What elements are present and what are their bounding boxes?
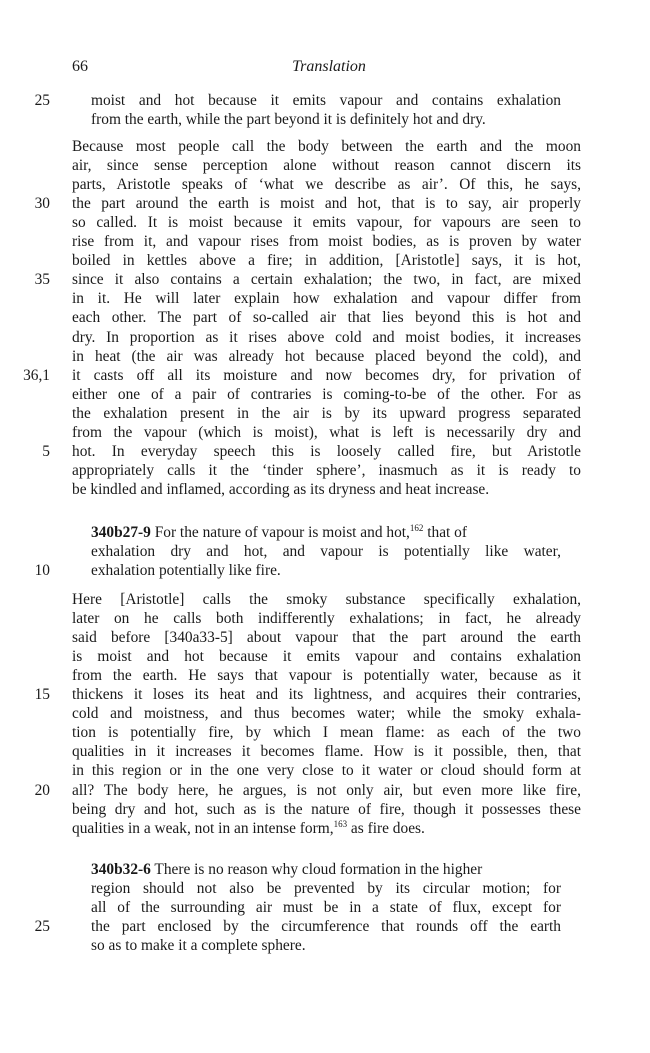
line-body: region should not also be prevented by its circular motion; for bbox=[91, 880, 561, 898]
text-line bbox=[0, 898, 650, 917]
line-body: air, since sense perception alone without reason cannot discern its bbox=[72, 157, 581, 175]
text-line bbox=[0, 936, 650, 955]
text-line bbox=[0, 542, 650, 561]
running-header bbox=[0, 58, 650, 80]
line-body: dry. In proportion as it rises above cold and moist bodies, it increases bbox=[72, 328, 581, 346]
text-line bbox=[0, 156, 650, 175]
line-number: 35 bbox=[34, 271, 50, 289]
line-body-continued: that of bbox=[423, 524, 468, 541]
line-body: since it also contains a certain exhalation; the two, in fact, are mixed bbox=[72, 271, 581, 289]
line-number: 30 bbox=[34, 195, 50, 213]
text-line bbox=[0, 213, 650, 232]
line-text bbox=[72, 156, 581, 175]
text-line bbox=[0, 742, 650, 761]
line-body: in heat (the air was already hot because placed beyond the cold), and bbox=[72, 347, 581, 365]
text-line bbox=[0, 523, 650, 542]
text-line bbox=[0, 308, 650, 327]
line-body: parts, Aristotle speaks of ‘what we describe as air’. Of this, he says, bbox=[72, 176, 581, 194]
page-number: 66 bbox=[72, 58, 88, 75]
line-text bbox=[72, 781, 581, 800]
line-body: being dry and hot, such as is the nature of fire, though it possesses these bbox=[72, 800, 581, 818]
line-text bbox=[72, 423, 581, 442]
line-text bbox=[72, 590, 581, 609]
line-text bbox=[72, 194, 581, 213]
text-line bbox=[0, 232, 650, 251]
text-line bbox=[0, 685, 650, 704]
text-line bbox=[0, 860, 650, 879]
line-text bbox=[72, 704, 581, 723]
line-text bbox=[72, 480, 489, 499]
line-body: rise from it, and vapour rises from moist bodies, as is proven by water bbox=[72, 233, 581, 251]
line-body: boiled in kettles above a fire; in addition, [Aristotle] says, it is hot, bbox=[72, 252, 581, 270]
text-line bbox=[0, 628, 650, 647]
line-text bbox=[72, 723, 581, 742]
line-body: appropriately calls it the ‘tinder sphere’, inasmuch as it is ready to bbox=[72, 461, 581, 479]
text-line bbox=[0, 819, 650, 838]
line-body: each other. The part of so-called air that lies beyond this is hot and bbox=[72, 309, 581, 327]
line-text bbox=[72, 761, 581, 780]
line-number: 15 bbox=[34, 686, 50, 704]
text-line bbox=[0, 366, 650, 385]
line-text bbox=[72, 366, 581, 385]
text-line bbox=[0, 704, 650, 723]
line-text bbox=[72, 232, 581, 251]
line-text bbox=[91, 860, 482, 879]
line-text bbox=[72, 742, 581, 761]
text-line bbox=[0, 561, 650, 580]
line-text bbox=[91, 91, 561, 110]
line-body: Because most people call the body between the earth and the moon bbox=[72, 138, 581, 155]
line-body-continued: as fire does. bbox=[347, 819, 425, 837]
line-text bbox=[91, 879, 561, 898]
text-line bbox=[0, 917, 650, 936]
line-number: 25 bbox=[34, 92, 50, 109]
line-text bbox=[72, 442, 581, 461]
line-text bbox=[91, 898, 561, 917]
text-line bbox=[0, 404, 650, 423]
line-text bbox=[72, 213, 581, 232]
line-text bbox=[72, 385, 581, 404]
text-line bbox=[0, 251, 650, 270]
line-number: 25 bbox=[34, 918, 50, 936]
text-line bbox=[0, 879, 650, 898]
text-line bbox=[0, 800, 650, 819]
line-text bbox=[72, 328, 581, 347]
text-line bbox=[0, 137, 650, 156]
line-text bbox=[72, 647, 581, 666]
line-body: qualities in a weak, not in an intense form, bbox=[72, 819, 334, 837]
text-line bbox=[0, 91, 650, 110]
line-text bbox=[72, 270, 581, 289]
line-body: tion is potentially fire, by which I mean flame: as each of the two bbox=[72, 724, 581, 742]
line-text bbox=[72, 175, 581, 194]
line-body: qualities in it increases it becomes flame. How is it possible, then, that bbox=[72, 743, 581, 761]
line-body: moist and hot because it emits vapour and contains exhalation bbox=[91, 92, 561, 109]
line-text bbox=[72, 251, 581, 270]
text-line bbox=[0, 385, 650, 404]
text-line bbox=[0, 761, 650, 780]
line-body: said before [340a33-5] about vapour that the part around the earth bbox=[72, 629, 581, 647]
line-body: be kindled and inflamed, according as its dryness and heat increase. bbox=[72, 480, 490, 498]
line-text bbox=[72, 404, 581, 423]
line-body: the part enclosed by the circumference that rounds off the earth bbox=[91, 918, 561, 936]
line-body: Here [Aristotle] calls the smoky substance specifically exhalation, bbox=[72, 591, 581, 608]
line-body: either one of a pair of contraries is coming-to-be of the other. For as bbox=[72, 385, 581, 403]
line-body: There is no reason why cloud formation in the higher bbox=[150, 861, 483, 878]
footnote-marker[interactable]: 162 bbox=[409, 522, 424, 533]
line-text bbox=[72, 609, 581, 628]
line-text bbox=[91, 561, 281, 580]
line-text bbox=[91, 523, 467, 542]
line-body: exhalation potentially like fire. bbox=[91, 562, 281, 580]
line-text bbox=[72, 628, 581, 647]
line-body: hot. In everyday speech this is loosely called fire, but Aristotle bbox=[72, 442, 581, 460]
line-body: the exhalation present in the air is by its upward progress separated bbox=[72, 404, 581, 422]
line-text bbox=[72, 819, 425, 838]
line-text bbox=[72, 137, 581, 156]
line-number: 10 bbox=[34, 562, 50, 580]
line-body: from the earth, while the part beyond it is definitely hot and dry. bbox=[91, 111, 486, 129]
line-body: in it. He will later explain how exhalation and vapour differ from bbox=[72, 290, 581, 308]
line-text bbox=[91, 110, 486, 129]
line-text bbox=[91, 542, 561, 561]
text-line bbox=[0, 328, 650, 347]
line-body: is moist and hot because it emits vapour and contains exhalation bbox=[72, 648, 581, 666]
line-text bbox=[72, 308, 581, 327]
line-body: later on he calls both indifferently exhalations; in fact, he already bbox=[72, 610, 581, 628]
line-body: cold and moistness, and thus becomes water; while the smoky exhala- bbox=[72, 705, 581, 723]
line-body: the part around the earth is moist and hot, that is to say, air properly bbox=[72, 195, 581, 213]
line-text bbox=[72, 685, 581, 704]
line-number: 36,1 bbox=[23, 366, 50, 384]
text-line bbox=[0, 194, 650, 213]
line-body: in this region or in the one very close to it water or cloud should form at bbox=[72, 762, 581, 780]
line-number: 5 bbox=[42, 442, 50, 460]
line-body: all? The body here, he argues, is not only air, but even more like fire, bbox=[72, 781, 581, 799]
line-text bbox=[91, 917, 561, 936]
lemma-reference: 340b27-9 bbox=[91, 524, 151, 541]
line-body: from the earth. He says that vapour is potentially water, because as it bbox=[72, 667, 581, 685]
line-text bbox=[72, 800, 581, 819]
running-title: Translation bbox=[292, 58, 366, 75]
text-line bbox=[0, 781, 650, 800]
footnote-marker[interactable]: 163 bbox=[333, 818, 348, 829]
line-number: 20 bbox=[34, 781, 50, 799]
text-line bbox=[0, 270, 650, 289]
line-body: it casts off all its moisture and now becomes dry, for privation of bbox=[72, 366, 581, 384]
line-body: For the nature of vapour is moist and hot, bbox=[150, 524, 410, 541]
line-body: so as to make it a complete sphere. bbox=[91, 937, 306, 955]
text-line bbox=[0, 666, 650, 685]
line-text bbox=[91, 936, 306, 955]
text-line bbox=[0, 423, 650, 442]
line-body: so called. It is moist because it emits vapour, for vapours are seen to bbox=[72, 214, 581, 232]
text-line bbox=[0, 723, 650, 742]
text-line bbox=[0, 480, 650, 499]
line-text bbox=[72, 461, 581, 480]
line-text bbox=[72, 666, 581, 685]
lemma-reference: 340b32-6 bbox=[91, 861, 151, 878]
text-line bbox=[0, 289, 650, 308]
text-line bbox=[0, 461, 650, 480]
line-body: from the vapour (which is moist), what is left is necessarily dry and bbox=[72, 423, 581, 441]
text-line bbox=[0, 590, 650, 609]
text-line bbox=[0, 175, 650, 194]
line-text bbox=[72, 347, 581, 366]
text-line bbox=[0, 110, 650, 129]
line-text bbox=[72, 289, 581, 308]
text-line bbox=[0, 347, 650, 366]
line-body: all of the surrounding air must be in a state of flux, except for bbox=[91, 899, 561, 917]
text-line bbox=[0, 442, 650, 461]
text-line bbox=[0, 609, 650, 628]
line-body: thickens it loses its heat and its lightness, and acquires their contraries, bbox=[72, 686, 581, 704]
text-line bbox=[0, 647, 650, 666]
line-body: exhalation dry and hot, and vapour is potentially like water, bbox=[91, 543, 561, 561]
